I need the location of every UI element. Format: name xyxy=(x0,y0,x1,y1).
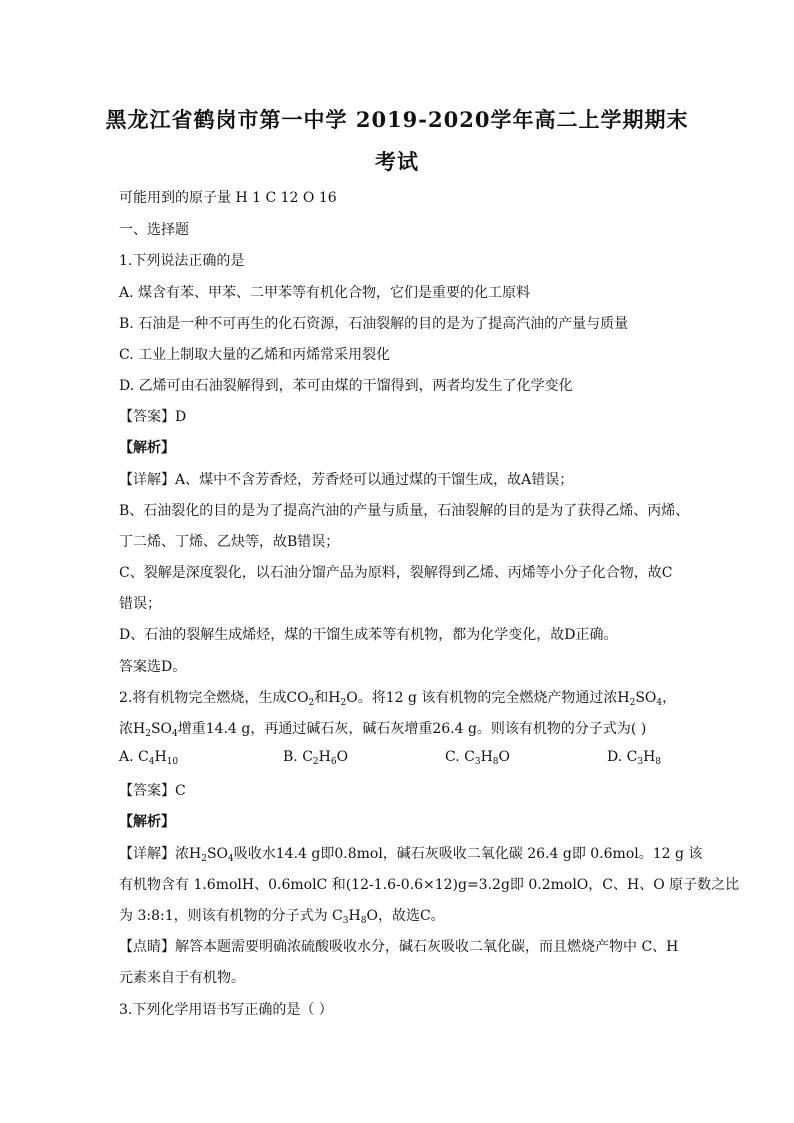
q1-detail-line: 丁二烯、丁烯、乙炔等，故B错误； xyxy=(119,534,340,550)
atomic-mass-line: 可能用到的原子量 H 1 C 12 O 16 xyxy=(119,190,337,206)
q2-detail-line3: 为 3:8:1，则该有机物的分子式为 $C_3H_8O$，故选C。 xyxy=(119,908,445,926)
q2-option-a: A. $C_4H_{10}$ xyxy=(119,749,179,767)
q1-option-c: C. 工业上制取大量的乙烯和丙烯常采用裂化 xyxy=(119,347,391,363)
q1-conclusion: 答案选D。 xyxy=(119,659,187,675)
q1-detail-line: 错误； xyxy=(119,596,161,612)
document-title-line1: 黑龙江省鹤岗市第一中学 2019-2020学年高二上学期期末 xyxy=(105,107,689,132)
q2-tip-line2: 元素来自于有机物。 xyxy=(119,970,245,986)
q1-answer: 【答案】D xyxy=(119,409,187,425)
q2-stem-line1: 2.将有机物完全燃烧，生成$CO_2$和$H_2O$。将12 g 该有机物的完全燃烧产物通过浓$H_2SO_4$， xyxy=(119,690,677,708)
q2-analysis-label: 【解析】 xyxy=(119,814,175,830)
q2-option-c: C. $C_3H_8O$ xyxy=(445,749,510,767)
q1-stem: 1.下列说法正确的是 xyxy=(119,253,245,269)
section-heading: 一、选择题 xyxy=(119,222,189,238)
q1-analysis-label: 【解析】 xyxy=(119,440,175,456)
q1-detail-line: C、裂解是深度裂化，以石油分馏产品为原料，裂解得到乙烯、丙烯等小分子化合物，故C xyxy=(119,565,673,581)
q1-detail-line: B、石油裂化的目的是为了提高汽油的产量与质量，石油裂解的目的是为了获得乙烯、丙烯、 xyxy=(119,503,690,519)
q3-stem: 3.下列化学用语书写正确的是（ ） xyxy=(119,1002,333,1018)
document-title-line2: 考试 xyxy=(375,149,419,174)
q2-tip-line1: 【点睛】解答本题需要明确浓硫酸吸收水分，碱石灰吸收二氧化碳，而且燃烧产物中 C、H xyxy=(119,939,679,955)
q2-option-d: D. $C_3H_8$ xyxy=(607,749,662,767)
q1-detail-line: D、石油的裂解生成烯烃，煤的干馏生成苯等有机物，都为化学变化，故D正确。 xyxy=(119,627,618,643)
q2-stem-line2: 浓$H_2SO_4$增重14.4 g，再通过碱石灰，碱石灰增重26.4 g。则该有机物的分子式为( ) xyxy=(119,721,647,739)
q1-option-a: A. 煤含有苯、甲苯、二甲苯等有机化合物，它们是重要的化工原料 xyxy=(119,285,531,301)
q2-option-b: B. $C_2H_6O$ xyxy=(283,749,349,767)
q2-answer: 【答案】C xyxy=(119,783,186,799)
q2-detail-line2: 有机物含有 1.6molH、0.6molC 和(12-1.6-0.6×12)g=3.2g即 0.2molO，C、H、O 原子数之比 xyxy=(119,877,740,893)
q1-option-d: D. 乙烯可由石油裂解得到，苯可由煤的干馏得到，两者均发生了化学变化 xyxy=(119,378,573,394)
q1-detail-line: 【详解】A、煤中不含芳香烃，芳香烃可以通过煤的干馏生成，故A错误； xyxy=(119,472,574,488)
q1-option-b: B. 石油是一种不可再生的化石资源，石油裂解的目的是为了提高汽油的产量与质量 xyxy=(119,316,629,332)
q2-detail-line1: 【详解】浓$H_2SO_4$吸收水14.4 g即0.8mol，碱石灰吸收二氧化碳 26.4 g即 0.6mol。12 g 该 xyxy=(119,846,703,864)
